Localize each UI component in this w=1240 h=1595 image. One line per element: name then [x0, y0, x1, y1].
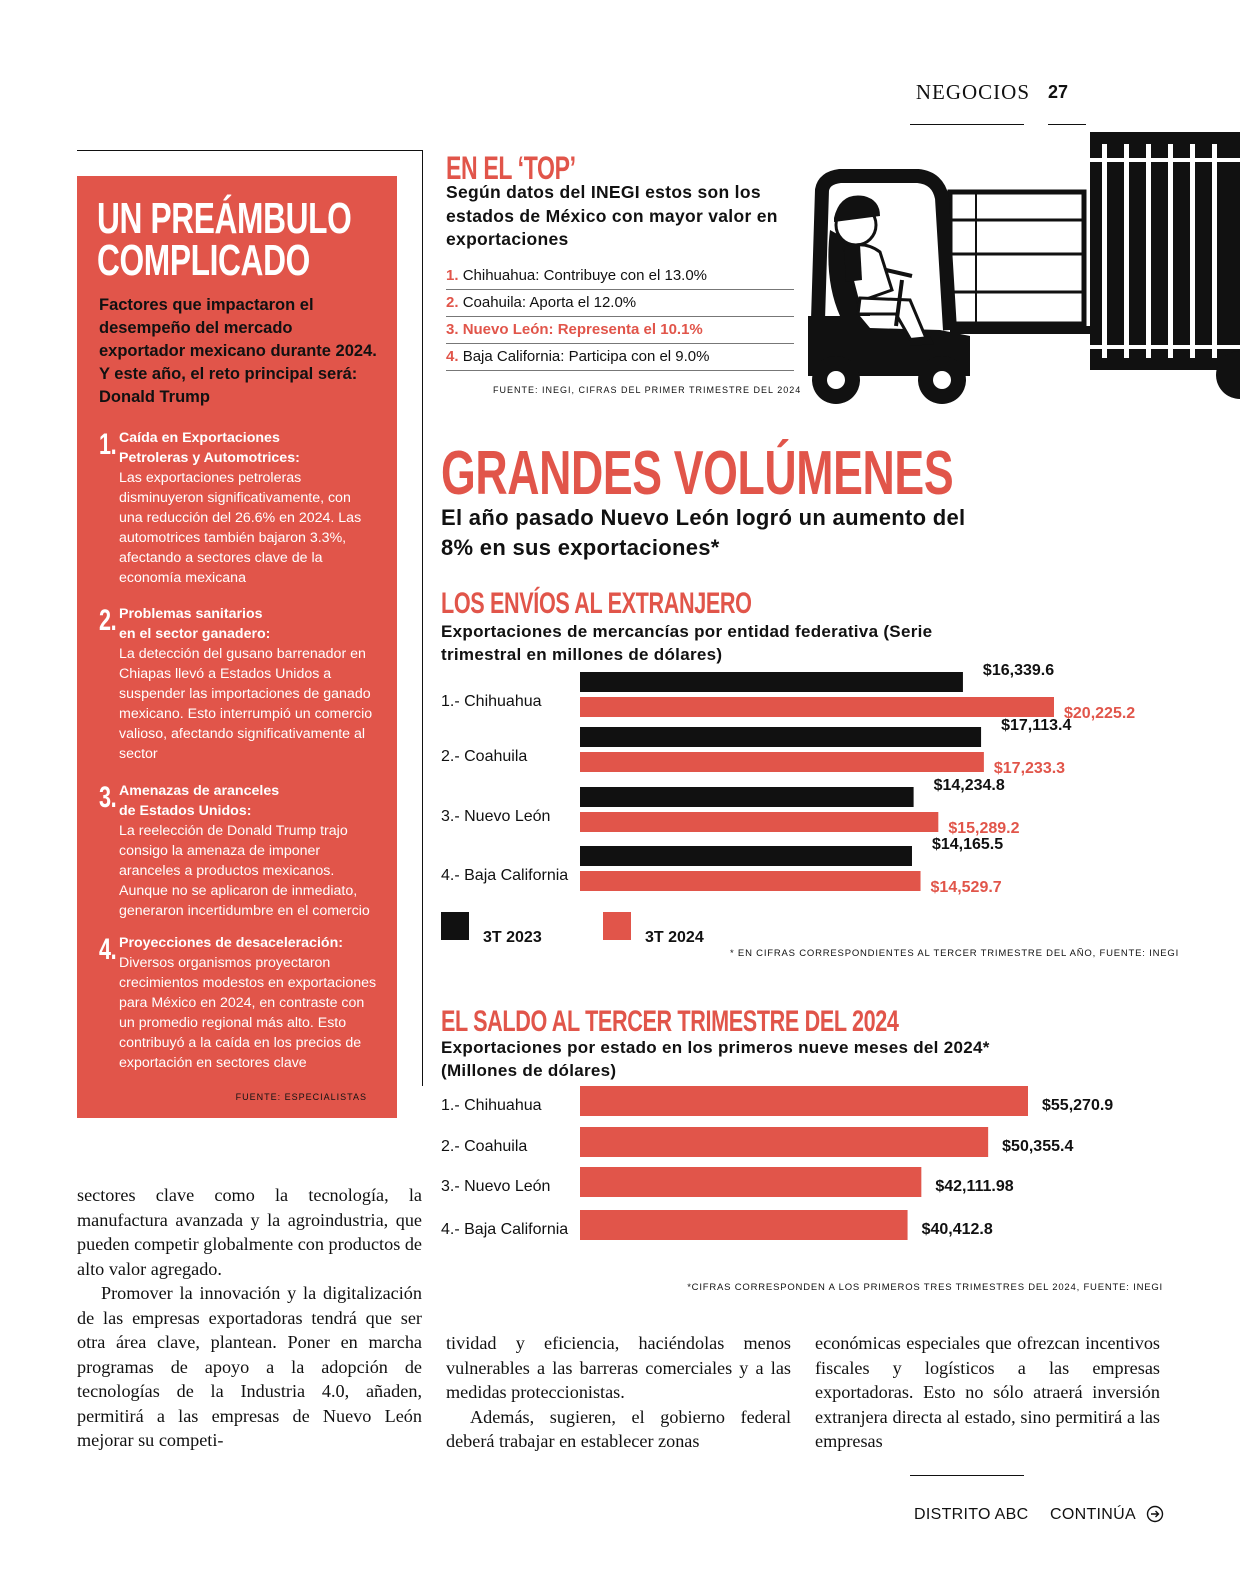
body-paragraph: económicas especiales que ofrezcan incentivos fiscales y logísticos a las empresas exportadoras. Esto no sólo atraerá inversión extranjera directa al estado, sino permitirá a las empresas [815, 1333, 1160, 1451]
body-column-3 [815, 1331, 1160, 1454]
truck-container-icon [1090, 132, 1240, 399]
factor-heading: Petroleras y Automotrices: [119, 450, 300, 466]
chart2-bar [580, 1210, 908, 1240]
chart2-value-label: $40,412.8 [921, 1221, 993, 1238]
factor-number: 2. [99, 604, 117, 637]
top-list-item [446, 343, 794, 371]
chart2-title: EL SALDO AL TERCER TRIMESTRE DEL 2024 [441, 1005, 899, 1038]
chart1-legend-swatch [603, 912, 631, 940]
factor-number: 1. [99, 428, 117, 461]
footer-continue-link[interactable]: CONTINÚA [1050, 1506, 1136, 1523]
chart1-bar [580, 787, 914, 807]
factor-number: 3. [99, 781, 117, 814]
top-list-text: Coahuila: Aporta el 12.0% [462, 294, 637, 311]
chart1-category-label: 2.- Coahuila [441, 748, 528, 765]
sidebar-top-rule [77, 150, 422, 151]
chart2-subtitle: Exportaciones por estado en los primeros nueve meses del 2024* (Millones de dólares) [441, 1038, 990, 1080]
chart1-value-label: $16,339.6 [982, 662, 1055, 679]
body-paragraph: tividad y eficiencia, haciéndolas menos vulnerables a las barreras comerciales y a las medidas proteccionistas. [446, 1333, 791, 1402]
chart1-category-label: 4.- Baja California [441, 867, 569, 884]
top-list-item-highlighted [446, 316, 794, 344]
footer-magazine-name: DISTRITO ABC [914, 1506, 1029, 1523]
top-list-rank: 2. [446, 294, 459, 311]
factor-text: La detección del gusano barrenador en Chiapas llevó a Estados Unidos a suspender las importaciones de ganado mexicano. Esto interrumpió un comercio valioso, afectando significativamente al sector [119, 646, 373, 762]
top-list-rank: 3. [446, 321, 459, 338]
chart1-subtitle: Exportaciones de mercancías por entidad federativa (Serie trimestral en millones de dólares) [441, 622, 933, 664]
top-list-source: FUENTE: INEGI, CIFRAS DEL PRIMER TRIMESTRE DEL 2024 [493, 385, 802, 395]
top-list-rank: 1. [446, 267, 459, 284]
chart1-bar [580, 871, 921, 891]
header-rule [910, 124, 1024, 125]
body-paragraph: Además, sugieren, el gobierno federal deberá trabajar en establecer zonas [446, 1406, 791, 1451]
factor-heading: Amenazas de aranceles [119, 783, 280, 799]
body-column-2 [446, 1331, 791, 1454]
page-number: 27 [1047, 82, 1068, 102]
body-paragraph: Promover la innovación y la digitalización de las empresas exportadoras tendrá que ser otra área clave, plantean. Poner en marcha programas de apoyo a la adopción de tecnologías de la Industria 4.0, añaden, permitirá a las empresas de Nuevo León mejorar su competi- [77, 1283, 422, 1450]
factor-heading: Caída en Exportaciones [119, 430, 280, 446]
chart1-value-label: $17,233.3 [993, 760, 1066, 777]
factor-text: Diversos organismos proyectaron crecimientos modestos en exportaciones para México en 2024, en contraste con un promedio regional más alto. Esto contribuyó a la caída en los precios de exportación en sectores clave [119, 955, 377, 1071]
factor-text: Las exportaciones petroleras disminuyeron significativamente, con una reducción del 26.6% en 2024. Las automotrices también bajaron 3.3%, afectando a sectores clave de la economía mexicana [119, 470, 362, 586]
chart1-value-label: $14,234.8 [933, 777, 1005, 794]
top-list-text: Chihuahua: Contribuye con el 13.0% [462, 267, 708, 284]
chart2-bar [580, 1167, 921, 1197]
chart1-legend-swatch [441, 912, 469, 940]
chart1-value-label: $14,165.5 [931, 836, 1004, 853]
column-rule [422, 150, 423, 1086]
sidebar-title: UN PREÁMBULO COMPLICADO [97, 194, 352, 285]
chart2-category-label: 2.- Coahuila [441, 1138, 528, 1155]
factor-heading: en el sector ganadero: [119, 626, 271, 642]
chart1-bar [580, 812, 938, 832]
main-subtitle: El año pasado Nuevo León logró un aumento del 8% en sus exportaciones* [441, 505, 966, 560]
chart2-footnote: *CIFRAS CORRESPONDEN A LOS PRIMEROS TRES TRIMESTRES DEL 2024, FUENTE: INEGI [687, 1282, 1163, 1293]
chart2-value-label: $50,355.4 [1002, 1138, 1074, 1155]
chart1-legend-label: 3T 2023 [483, 929, 542, 946]
chart2-bar [580, 1086, 1028, 1116]
factor-heading: de Estados Unidos: [119, 803, 252, 819]
body-paragraph: sectores clave como la tecnología, la manufactura avanzada y la agroindustria, que pueden competir globalmente con productos de alto valor agregado. [77, 1185, 422, 1279]
chart1-footnote: * EN CIFRAS CORRESPONDIENTES AL TERCER TRIMESTRE DEL AÑO, FUENTE: INEGI [730, 948, 1180, 959]
chart2-category-label: 3.- Nuevo León [441, 1178, 551, 1195]
top-list-item [446, 289, 794, 317]
forklift-truck-illustration [800, 130, 1240, 420]
chart1-title: LOS ENVÍOS AL EXTRANJERO [441, 587, 752, 620]
main-heading: GRANDES VOLÚMENES [441, 439, 954, 508]
chart2-category-label: 1.- Chihuahua [441, 1097, 542, 1114]
top-list-item [446, 262, 794, 290]
top-list-kicker: EN EL ‘TOP’ [446, 150, 576, 186]
body-column-1 [77, 1183, 422, 1453]
factor-text: La reelección de Donald Trump trajo consigo la amenaza de imponer aranceles a productos mexicanos. Aunque no se aplicaron de inmediato, generaron incertidumbre en el comercio [119, 823, 370, 919]
chart2-category-label: 4.- Baja California [441, 1221, 569, 1238]
top-list-text: Baja California: Participa con el 9.0% [462, 348, 710, 365]
sidebar-box [77, 176, 397, 1118]
chart1-bar [580, 846, 912, 866]
chart2-bars [441, 1090, 1161, 1250]
top-list-subtitle: Según datos del INEGI estos son los estados de México con mayor valor en exportaciones [446, 182, 778, 249]
footer-rule [910, 1475, 1024, 1476]
chart1-value-label: $14,529.7 [930, 879, 1002, 896]
sidebar-intro: Factores que impactaron el desempeño del mercado exportador mexicano durante 2024. Y este año, el reto principal será: Donald Trump [99, 296, 377, 406]
sidebar-source: FUENTE: ESPECIALISTAS [235, 1092, 367, 1102]
arrow-right-circle-icon[interactable] [1146, 1505, 1164, 1523]
chart1-bar [580, 697, 1054, 717]
chart1-bars [441, 662, 1161, 970]
header-rule [1048, 124, 1086, 125]
chart1-bar [580, 672, 963, 692]
chart1-value-label: $20,225.2 [1064, 705, 1136, 722]
chart2-value-label: $55,270.9 [1042, 1097, 1114, 1114]
chart1-value-label: $17,113.4 [1001, 717, 1072, 734]
chart1-category-label: 3.- Nuevo León [441, 808, 551, 825]
chart2-value-label: $42,111.98 [935, 1178, 1014, 1195]
factor-number: 4. [99, 933, 117, 966]
section-name: NEGOCIOS [915, 80, 1030, 104]
top-list-rank: 4. [446, 348, 459, 365]
chart1-category-label: 1.- Chihuahua [441, 693, 542, 710]
chart1-bar [580, 727, 981, 747]
forklift-icon [808, 176, 1090, 404]
top-list-text: Nuevo León: Representa el 10.1% [462, 321, 703, 338]
factor-heading: Proyecciones de desaceleración: [119, 935, 343, 951]
chart1-bar [580, 752, 984, 772]
chart1-legend-label: 3T 2024 [645, 929, 704, 946]
chart1-value-label: $15,289.2 [948, 820, 1020, 837]
factor-heading: Problemas sanitarios [119, 606, 263, 622]
chart2-bar [580, 1127, 988, 1157]
